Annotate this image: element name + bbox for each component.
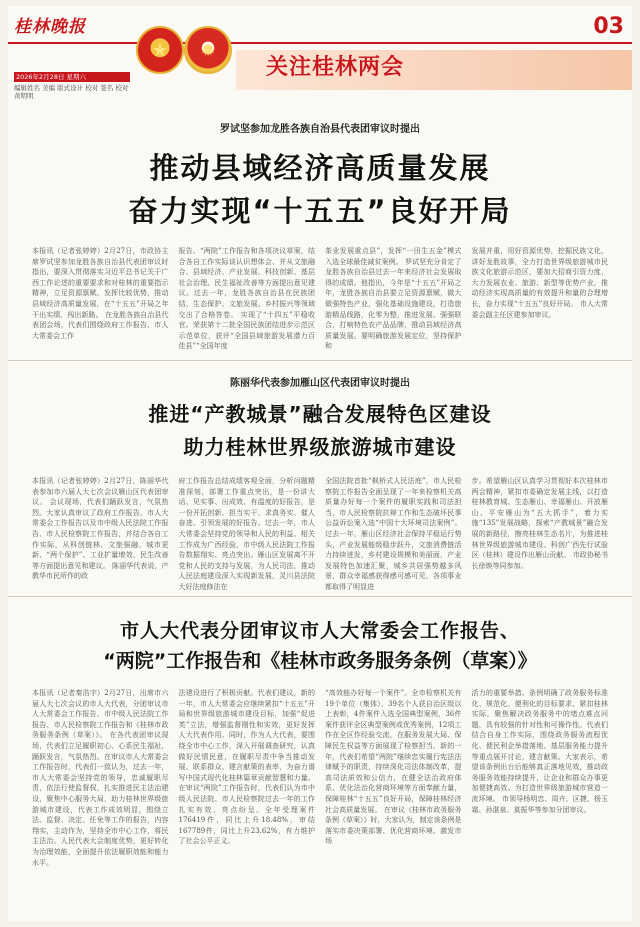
article2-col4: 步。希望雁山区认真学习贯彻好本次桂林市两会精神，紧扣市委确定发展主线，以打造桂林教育城、生态雁山、幸福雁山、开放雁山、平安雁山为“五大抓手”，着力实施“135”发展战略，探索“产教城景”融合发展的新路径，擦亮桂林生态名片，为推进桂林世界级旅游城市建设、科创广西先行试验区（桂林）建设作出雁山贡献。 市政协秘书长徐焕等同参加。 bbox=[471, 477, 608, 570]
article2-body bbox=[32, 476, 608, 591]
article3-headline-line2: “两院”工作报告和《桂林市政务服务条例（草案）》 bbox=[103, 650, 537, 672]
brand-logo: 桂林晚报 bbox=[14, 17, 86, 37]
article1-headline-line2: 奋力实现“十五五”良好开局 bbox=[128, 194, 512, 228]
masthead-rule bbox=[8, 42, 632, 44]
issue-editors: 编辑姓名 美编 版式设计 校对 签名 校对 黄明明 bbox=[14, 84, 129, 100]
cppcc-emblem-icon: ✹ bbox=[184, 26, 232, 74]
article3-headline-line1: 市人大代表分团审议市人大常委会工作报告、 bbox=[119, 620, 520, 642]
article1-col1: 本报讯（记者张婷婷）2月27日，市政协主席罗试坚参加龙胜各族自治县代表团审议时指出，要深入贯彻落实习近平总书记关于广西工作论述的重要要求和对桂林的重要指示精神，立足资源禀赋，发挥比较优势，推动县域经济高质量发展，在“十五五”开局之年干出实绩、闯出新路。 在龙胜各族自治县代表团会场，代表们围绕政府工作报告、市人大常委会工作 bbox=[32, 247, 169, 340]
article2-kicker: 陈丽华代表参加雁山区代表团审议时提出 bbox=[230, 378, 410, 389]
article1-col2: 报告、“两院”工作报告和各项决议草案，结合各自工作实际谈认识想体会、并从文旅融合、县域经济、产业发展、科技创新、基层社会治理、民生福祉改善等方面提出意见建议。过去一年，龙胜各族自治县在民族团结、生态保护、文旅发展、乡村振兴等领域交出了合格答卷。 实现了“十四五”平稳收官。荣获第十二批全国民族团结进步示范区示范单位，获评“全国县域旅游发展潜力百佳县”“全国年度 bbox=[178, 247, 315, 351]
article2-col2: 府工作报告总结成绩客观全面，分析问题精准深刻，部署工作重点突出，是一份讲大话、见实事、出成效、有温度的好报告，是一份开拓创新、担当实干、求真务实、催人奋进、引领发展的好报告。过去一年，市人大常委会坚持党的领导和人民的利益、相关工作成为广西经验，市中级人民法院工作报告数据翔实、亮点突出。雁山区发展离不开党和人民的支持与发展，为人民司法，推动人民法庭建设深入实现新发展，灵川县法院大好法庭修法在 bbox=[178, 477, 315, 591]
masthead bbox=[8, 6, 632, 98]
article1-col3: 茶业发展重点县”，发挥“一田生五金”模式入选全球最佳减贫案例。 罗试坚充分肯定了龙胜各族自治县过去一年来经济社会发展取得的成绩。他指出，今年是“十五五”开局之年，龙胜各族自治县要立足资源禀赋，做大做强特色产业，强化基础设施建设，打造旅游精品线路，化零为整，推进发展、强强联合，打响特色农产品品牌，推动县域经济高质量发展。要明确旅游发展定位，坚持保护和 bbox=[325, 247, 462, 351]
article2-headline-line2: 助力桂林世界级旅游城市建设 bbox=[183, 435, 457, 459]
article3-col4: 活力的重要举措。条例明确了政务服务标准化、规范化、便利化的目标要求，紧扣桂林实际，聚焦解决政务服务中的堵点难点问题，具有较强的针对性和可操作性。代表们结合自身工作实际，围绕政务服务流程优化、便民利企举措落地、基层服务能力提升等重点展开讨论，建言献策。大家表示，希望该条例出台后能够真正落地见效，推动政务服务效能持续提升，让企业和群众办事更加便捷高效。为打造世界级旅游城市营造一流环境。 市领导杨明忠、周卉、区捷、杨玉霜、孙湛泉、莫振华等参加分团审议。 bbox=[471, 689, 608, 814]
article3-col1: 本报讯（记者秦浩宇）2月27日，出席市六届人大七次会议的市人大代表，分团审议市人大常委会工作报告、市中级人民法院工作报告、市人民检察院工作报告和《桂林市政务服务条例（草案）》。 在各代表团审议现场，代表们立足履职初心、心系民生福祉，踊跃发言，气氛热烈。在审议市人大常委会工作报告时，代表们一致认为，过去一年，市人大常委会坚持党的领导，忠诚履职尽责，依法行使监督权，扎实推进民主法治建设，聚焦中心服务大局，助力桂林世界级旅游城市建设，代表工作成效明显，围绕立法、监督、决定、任免等工作的报告，内容翔实，主动作为，坚持全市中心工作，将民主法治、人民代表大会制度优势，更好转化为治理效能，全面提升依法履职效能和能力水平。 bbox=[32, 689, 169, 867]
article1-body bbox=[32, 246, 608, 353]
article2-col3: 全国法院首批“枫桥式人民法庭”，市人民检察院工作报告全面呈现了一年来检察机关高质量办好每一个案件的履职实践和司法担当，市人民检察院抗辩工作和生态破坏民事公益诉讼案入选“中国十大环境司法案例”。过去一年，雁山区经济社会保持平稳运行势头，产业发展能级稳步跃升，文旅消费链活力持续迸发，乡村建设规模和美丽面，产业发展特色加速汇聚，城乡共居强势越多风景，群众幸福感获得感可感可见，各项事业都取得了明显进 bbox=[325, 477, 462, 591]
section-title: 关注桂林两会 bbox=[266, 55, 405, 80]
article-divider bbox=[8, 596, 632, 597]
article3-body bbox=[32, 688, 608, 910]
article1-headline-line1: 推动县域经济高质量发展 bbox=[149, 151, 491, 185]
article1-col4: 发展并重，用好资源优势，挖掘民族文化，讲好龙胜故事，全力打造世界级旅游城市民族文化旅游示范区，要加大招商引资力度，大力发展农业、旅游、新型等优势产业，推动经济实现高质量的有效提升和量的合理增长，奋力实现“十五五”良好开局。 市人大常委会副主任区建参加审议。 bbox=[471, 247, 608, 319]
page-number: 03 bbox=[593, 14, 624, 39]
article2-headline-line1: 推进“产教城景”融合发展特色区建设 bbox=[148, 402, 492, 426]
article2-col1: 本报讯（记者张婷婷）2月27日，陈丽华代表参加市六届人大七次会议雁山区代表团审议。 会议现场，代表们踊跃发言，气氛热烈。大家认真审议了政府工作报告、市人大常委会工作报告以及市中级人民法院工作报告、市人民检察院工作报告，并结合各自工作实际，从科创链林、文旅强融、城市更新、“两个保护”、工业扩量增效、民生改善等方面提出意见和建议。 陈丽华代表说，产教华市民所作的政 bbox=[32, 477, 169, 581]
article3-col2: 法建设进行了积极贡献。代表们建议，新的一年，市人大常委会应继续紧扣“十五五”开局和世界级旅游城市建设目标，加强“促进类”立法，增强监督刚性和实效，更好发挥人大代表作用。同时，作为人大代表，要围绕全市中心工作，深入开展调查研究，认真做好民情民意，在履职尽责中争当推动发展、联系群众、建言献策的表率，为奋力谱写中国式现代化桂林篇章贡献智慧和力量。 在审议“两院”工作报告时，代表们认为市中级人民法院、市人民检察院过去一年的工作扎实有效、亮点纷呈。全年受理案件176419件，同比上升18.48%，审结167789件，同比上升23.62%，有力维护了社会公平正义。 bbox=[178, 689, 315, 846]
national-emblem-icon: ★ bbox=[136, 26, 184, 74]
issue-meta bbox=[14, 72, 130, 100]
article3-col3: “高效能办好每一个案件”。全市检察机关有19个单位（集体）、39名个人获自治区级以上表彰，4件案件入选全国典型案例，36件案件获评全区典型案例或优秀案例，12项工作在全区作经验交流，在服务发展大局、保障民生权益等方面展现了检察担当。新的一年，代表们希望“两院”继续忠实履行宪法法律赋予的职责，持续深化司法体制改革，提高司法质效和公信力，在健全法治政府体系、优化法治化营商环境等方面奉献力量，保障桂林“十五五”良好开局，保障桂林经济社会高质量发展。 在审议《桂林市政务服务条例（草案）》时，大家认为，制定该条例是落实市委决策部署、优化营商环境、激发市场 bbox=[325, 689, 462, 846]
article1-kicker: 罗试坚参加龙胜各族自治县代表团审议时提出 bbox=[220, 124, 420, 135]
article-divider bbox=[8, 360, 632, 361]
newspaper-page bbox=[8, 6, 632, 921]
issue-dateline: 2026年2月28日 星期六 bbox=[14, 72, 130, 82]
